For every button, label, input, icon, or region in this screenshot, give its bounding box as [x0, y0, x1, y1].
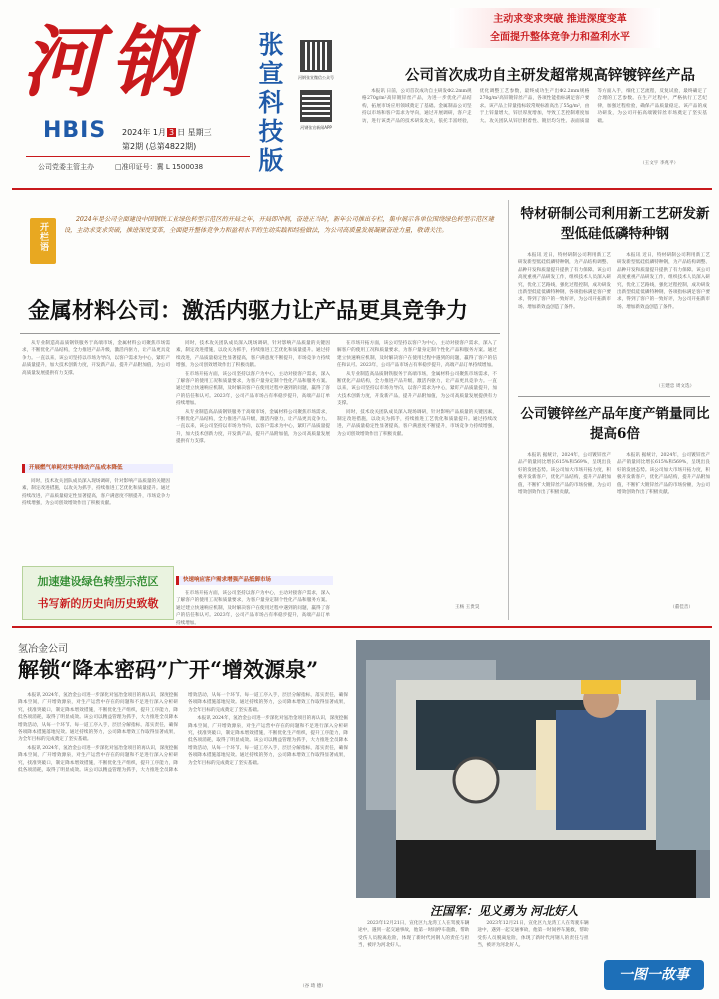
- lead-text-2b: 在市场开拓方面，该公司坚持以客户为中心，主动对接客户需求，深入了解客户的使用工况和质量要求，为客户量身定制个性化产品和服务方案。通过建立快速响应机制，及时解决客户在使用过程中遇到的问题，赢得了客户的信任和认可。2023年，公司产品市场占有率稳步提升，高端产品订单持续增加。: [176, 371, 330, 407]
- tag-label: 开栏语: [38, 222, 48, 252]
- right-story-2-body: [518, 452, 710, 602]
- truck-photo: [356, 640, 710, 898]
- top-story-title: 公司首次成功自主研发超常规高锌镀锌丝产品: [405, 67, 695, 84]
- edition-char: 宣: [258, 59, 284, 88]
- issue-number: 第2期 (总第4822期): [122, 142, 197, 151]
- lead-text-3: 在市场开拓方面，该公司坚持以客户为中心，主动对接客户需求，深入了解客户的使用工况和质量要求，为客户量身定制个性化产品和服务方案。通过建立快速响应机制，及时解决客户在使用过程中遇到的问题，赢得了客户的信任和认可。2023年，公司产品市场占有率稳步提升，高端产品订单持续增加。: [337, 341, 497, 369]
- date-prefix: 2024年 1月: [122, 128, 166, 137]
- edition-char: 版: [258, 146, 284, 175]
- lead-subhead-1: 开展燃气单耗对实导推动产品成本降低: [22, 464, 173, 473]
- edition-char: 技: [258, 117, 284, 146]
- one-picture-stamp: [604, 960, 704, 990]
- intro-text: 2024年是公司全面建设中国钢铁工业绿色转型示范区的开局之年，开局即冲刺，奋进正当时，新年公司推出专栏，集中展示各单位围绕绿色转型示范区建设，主动求变求突破，推进深度变革，全面提升整体竞争力和盈利水平的生动实践和经验做法，为公司高质量发展凝聚奋进力量，敬请关注。: [64, 216, 494, 234]
- date-day: 3: [169, 128, 175, 137]
- bottom-text-3: 本报讯 2024年，氢冶金公司进一步深化对氢冶金项目的再认识，深度挖掘降本空间，广开增效源泉，对生产运营中存在的问题和不足进行深入分析研究，找准突破口，制定降本增效措施，不断优化生产组织，提升工序能力，降低各项消耗，取得了明显成效。该公司以精益管理为抓手，大力推进全员降本增效活动，从每一个环节、每一道工序入手，层层分解指标，落实责任，确保各项降本措施落地见效。通过持续的努力，公司降本增效工作取得显著成果，为全年目标的完成奠定了坚实基础。: [188, 716, 348, 766]
- promo-line-2: 书写新的历史向历史致敬: [37, 597, 159, 610]
- qr-caption-app: 河钢张宣新闻APP: [300, 125, 332, 130]
- right-story-1-body: [518, 252, 710, 382]
- right-story-2-text-b: 本报讯 据统计，2024年，公司镀锌丝产品产销量同比增长615%和569%，呈现出良好的发展态势。该公司加大市场开拓力度，积极开发新客户，优化产品结构，提升产品附加值，不断扩大镀锌丝产品的市场份额，为公司增效创效作出了积极贡献。: [617, 453, 710, 496]
- bottom-divider: [12, 626, 712, 628]
- permit-text: □准印证号：冀 L 1500038: [115, 163, 204, 171]
- right-story-1-title: 特材研制公司利用新工艺研发新型低硅低磷特种钢: [520, 206, 710, 242]
- newspaper-logo: 河钢: [22, 17, 199, 108]
- lead-text-2c: 从专业制造高品质钢铁服务于高端市场，金属材料公司聚焦市场需求，不断优化产品结构，全力推进产品升级，激活内驱力，让产品更具竞争力。一直以来，该公司坚持以市场为导向，以客户需求为中心，紧盯产品质量提升，加大技术创新力度，开发新产品，提升产品附加值，为公司高质量发展提供有力支撑。: [176, 409, 330, 445]
- bottom-headline-2: 广开“增效源泉”: [168, 657, 319, 682]
- lead-col-1: [22, 340, 170, 460]
- lead-text-3c: 同时，技术攻关团队成员深入现场调研，针对影响产品质量的关键因素，制定改进措施，以攻关为抓手，持续推进工艺优化和质量提升。通过持续改进，产品质量稳定性显著提高，客户满意度不断提升，市场竞争力持续增强，为公司创效增效作出了积极贡献。: [337, 409, 497, 437]
- hbis-logo: HBIS: [43, 118, 107, 143]
- stamp-text: 一图一故事: [619, 967, 689, 983]
- photo-caption-text-b: 2023年12月21日，宣化区九龙湾工人在驾驶车辆途中，遇到一起交通事故，他第一时间停车施救，帮助受伤人员脱离危险，体现了新时代河钢人的责任与担当，被评为河北好人。: [477, 921, 589, 949]
- top-story-text: 本报讯 日前，公司首次成功自主研发Φ2.2mm规格270g/m²高锌镀锌丝产品，为进一步优化产品结构，拓展市场应用领域奠定了基础。金属制品公司坚持以市场和客户需求为导向，通过开展调研，客户走访，进行该类产品的技术研发攻关，依托丰富经验，优化调整工艺参数，最终成功生产出Φ2.2mm规格270g/m²高锌镀锌丝产品，各项性能指标满足客户要求。该产品上锌量指标较常规标准高出了55g/m²，由于上锌量增大，锌层厚度增加，导致工艺控制难度加大。攻关团队从锌层附着性、镀层均匀性、表面质量等方面入手，细化工艺流程，反复试验，最终确定了合理的工艺参数。在生产过程中，严格执行工艺纪律，加强过程检验，确保产品质量稳定。该产品的成功研发，为公司开拓高端镀锌丝市场奠定了坚实基础。: [362, 89, 707, 124]
- lead-col-2: [176, 340, 330, 558]
- bottom-byline: （谷 琦 德）: [300, 984, 326, 989]
- top-story-byline: （王文宇 李兆平）: [640, 161, 679, 166]
- lead-col-3: [337, 340, 497, 590]
- section-divider: [12, 188, 712, 190]
- column-divider: [508, 200, 509, 620]
- promo-box: [22, 566, 174, 620]
- qr-code-wechat[interactable]: [300, 40, 332, 72]
- lead-headline: 金属材料公司：激活内驱力让产品更具竞争力: [28, 298, 469, 324]
- bottom-kicker: 氢冶金公司: [18, 644, 68, 655]
- lead-rule: [20, 333, 500, 334]
- masthead-rule: [26, 156, 250, 157]
- bottom-text-2: 本报讯 2024年，氢冶金公司进一步深化对氢冶金项目的再认识，深度挖掘降本空间，广开增效源泉，对生产运营中存在的问题和不足进行深入分析研究，找准突破口，制定降本增效措施，不断优化生产组织，提升工序能力，降低各项消耗，取得了明显成效。该公司以精益管理为抓手，大力推进全员降本增效活动，从每一个环节、每一道工序入手，层层分解指标，落实责任，确保各项降本措施落地见效。通过持续的努力，公司降本增效工作取得显著成果，为全年目标的完成奠定了坚实基础。: [18, 693, 348, 774]
- sponsor-text: 公司党委主管主办: [38, 163, 94, 171]
- bottom-headline-1: 解锁“降本密码”: [18, 657, 169, 682]
- date-suffix: 日 星期三: [177, 128, 212, 137]
- lead-text-1: 从专业制造高品质钢铁服务于高端市场，金属材料公司聚焦市场需求，不断优化产品结构，全力推进产品升级，激活内驱力，让产品更具竞争力。一直以来，该公司坚持以市场为导向，以客户需求为中心，紧盯产品质量提升，加大技术创新力度，开发新产品，提升产品附加值，为公司高质量发展提供有力支撑。: [22, 341, 170, 376]
- lead-col-1b: [22, 478, 170, 558]
- truck-illustration: [356, 640, 710, 898]
- banner-line-2: 全面提升整体竞争力和盈利水平: [490, 32, 630, 43]
- right-divider: [518, 396, 710, 397]
- lead-text-tail: 在市场开拓方面，该公司坚持以客户为中心，主动对接客户需求，深入了解客户的使用工况和质量要求，为客户量身定制个性化产品和服务方案。通过建立快速响应机制，及时解决客户在使用过程中遇到的问题，赢得了客户的信任和认可。2023年，公司产品市场占有率稳步提升，高端产品订单持续增加。: [176, 591, 330, 626]
- right-story-2-byline: （董佳音）: [670, 605, 693, 610]
- lead-text-1b: 同时，技术攻关团队成员深入现场调研，针对影响产品质量的关键因素，制定改进措施，以攻关为抓手，持续推进工艺优化和质量提升。通过持续改进，产品质量稳定性显著提高，客户满意度不断提升，市场竞争力持续增强，为公司创效增效作出了积极贡献。: [22, 479, 170, 507]
- qr-code-app[interactable]: [300, 90, 332, 122]
- lead-text-2: 同时，技术攻关团队成员深入现场调研，针对影响产品质量的关键因素，制定改进措施，以攻关为抓手，持续推进工艺优化和质量提升。通过持续改进，产品质量稳定性显著提高，客户满意度不断提升，市场竞争力持续增强，为公司创效增效作出了积极贡献。: [176, 341, 330, 369]
- edition-block: [257, 30, 285, 180]
- edition-char: 张: [258, 30, 284, 59]
- edition-char: 科: [258, 88, 284, 117]
- right-story-2-text: 本报讯 据统计，2024年，公司镀锌丝产品产销量同比增长615%和569%，呈现出良好的发展态势。该公司加大市场开拓力度，积极开发新客户，优化产品结构，提升产品附加值，不断扩大镀锌丝产品的市场份额，为公司增效创效作出了积极贡献。: [518, 453, 611, 496]
- bottom-body: [18, 692, 348, 987]
- lead-text-3b: 从专业制造高品质钢铁服务于高端市场，金属材料公司聚焦市场需求，不断优化产品结构，全力推进产品升级，激活内驱力，让产品更具竞争力。一直以来，该公司坚持以市场为导向，以客户需求为中心，紧盯产品质量提升，加大技术创新力度，开发新产品，提升产品附加值，为公司高质量发展提供有力支撑。: [337, 371, 497, 407]
- lead-subhead-2: 快速响应客户需求增强产品抵御市场: [176, 576, 333, 585]
- tag-badge: [30, 218, 56, 264]
- qr-caption-wechat: 河钢张宣微信公众号: [298, 75, 334, 80]
- right-story-1-text: 本报讯 近日，特材研制公司利用新工艺研发新型低硅低磷特种钢，为产品结构调整、品种开发和质量提升提供了有力保障。该公司高度重视产品研发工作，组织技术人员深入研究，优化工艺路线，强化过程控制，成功研发出新型低硅低磷特种钢，各项指标满足客户要求，得到了客户的一致好评，为公司开拓新市场、增加新效益创造了条件。: [518, 253, 611, 310]
- banner-line-1: 主动求变求突破 推进深度变革: [493, 14, 627, 25]
- photo-caption-title: 汪国军：见义勇为 河北好人: [430, 904, 579, 918]
- top-banner: [350, 6, 712, 62]
- right-story-1-text-b: 本报讯 近日，特材研制公司利用新工艺研发新型低硅低磷特种钢，为产品结构调整、品种开发和质量提升提供了有力保障。该公司高度重视产品研发工作，组织技术人员深入研究，优化工艺路线，强化过程控制，成功研发出新型低硅低磷特种钢，各项指标满足客户要求，得到了客户的一致好评，为公司开拓新市场、增加新效益创造了条件。: [617, 253, 710, 310]
- top-story-body: [362, 88, 707, 166]
- intro-box: [14, 202, 502, 284]
- photo-caption-text: 2023年12月21日，宣化区九龙湾工人在驾驶车辆途中，遇到一起交通事故，他第一时间停车施救，帮助受伤人员脱离危险，体现了新时代河钢人的责任与担当，被评为河北好人。: [358, 921, 470, 949]
- date-line: [122, 127, 212, 138]
- promo-line-1: 加速建设绿色转型示范区: [37, 575, 159, 588]
- lead-byline: 王杨 王贵昊: [455, 605, 480, 610]
- bottom-text-1: 本报讯 2024年，氢冶金公司进一步深化对氢冶金项目的再认识，深度挖掘降本空间，广开增效源泉，对生产运营中存在的问题和不足进行深入分析研究，找准突破口，制定降本增效措施，不断优化生产组织，提升工序能力，降低各项消耗，取得了明显成效。该公司以精益管理为抓手，大力推进全员降本增效活动，从每一个环节、每一道工序入手，层层分解指标，落实责任，确保各项降本措施落地见效。通过持续的努力，公司降本增效工作取得显著成果，为全年目标的完成奠定了坚实基础。: [18, 693, 178, 743]
- right-story-1-byline: （王建忠 周文选）: [656, 384, 695, 389]
- right-story-2-title: 公司镀锌丝产品年度产销量同比提高6倍: [520, 406, 710, 442]
- lead-col-2-tail: [176, 590, 330, 626]
